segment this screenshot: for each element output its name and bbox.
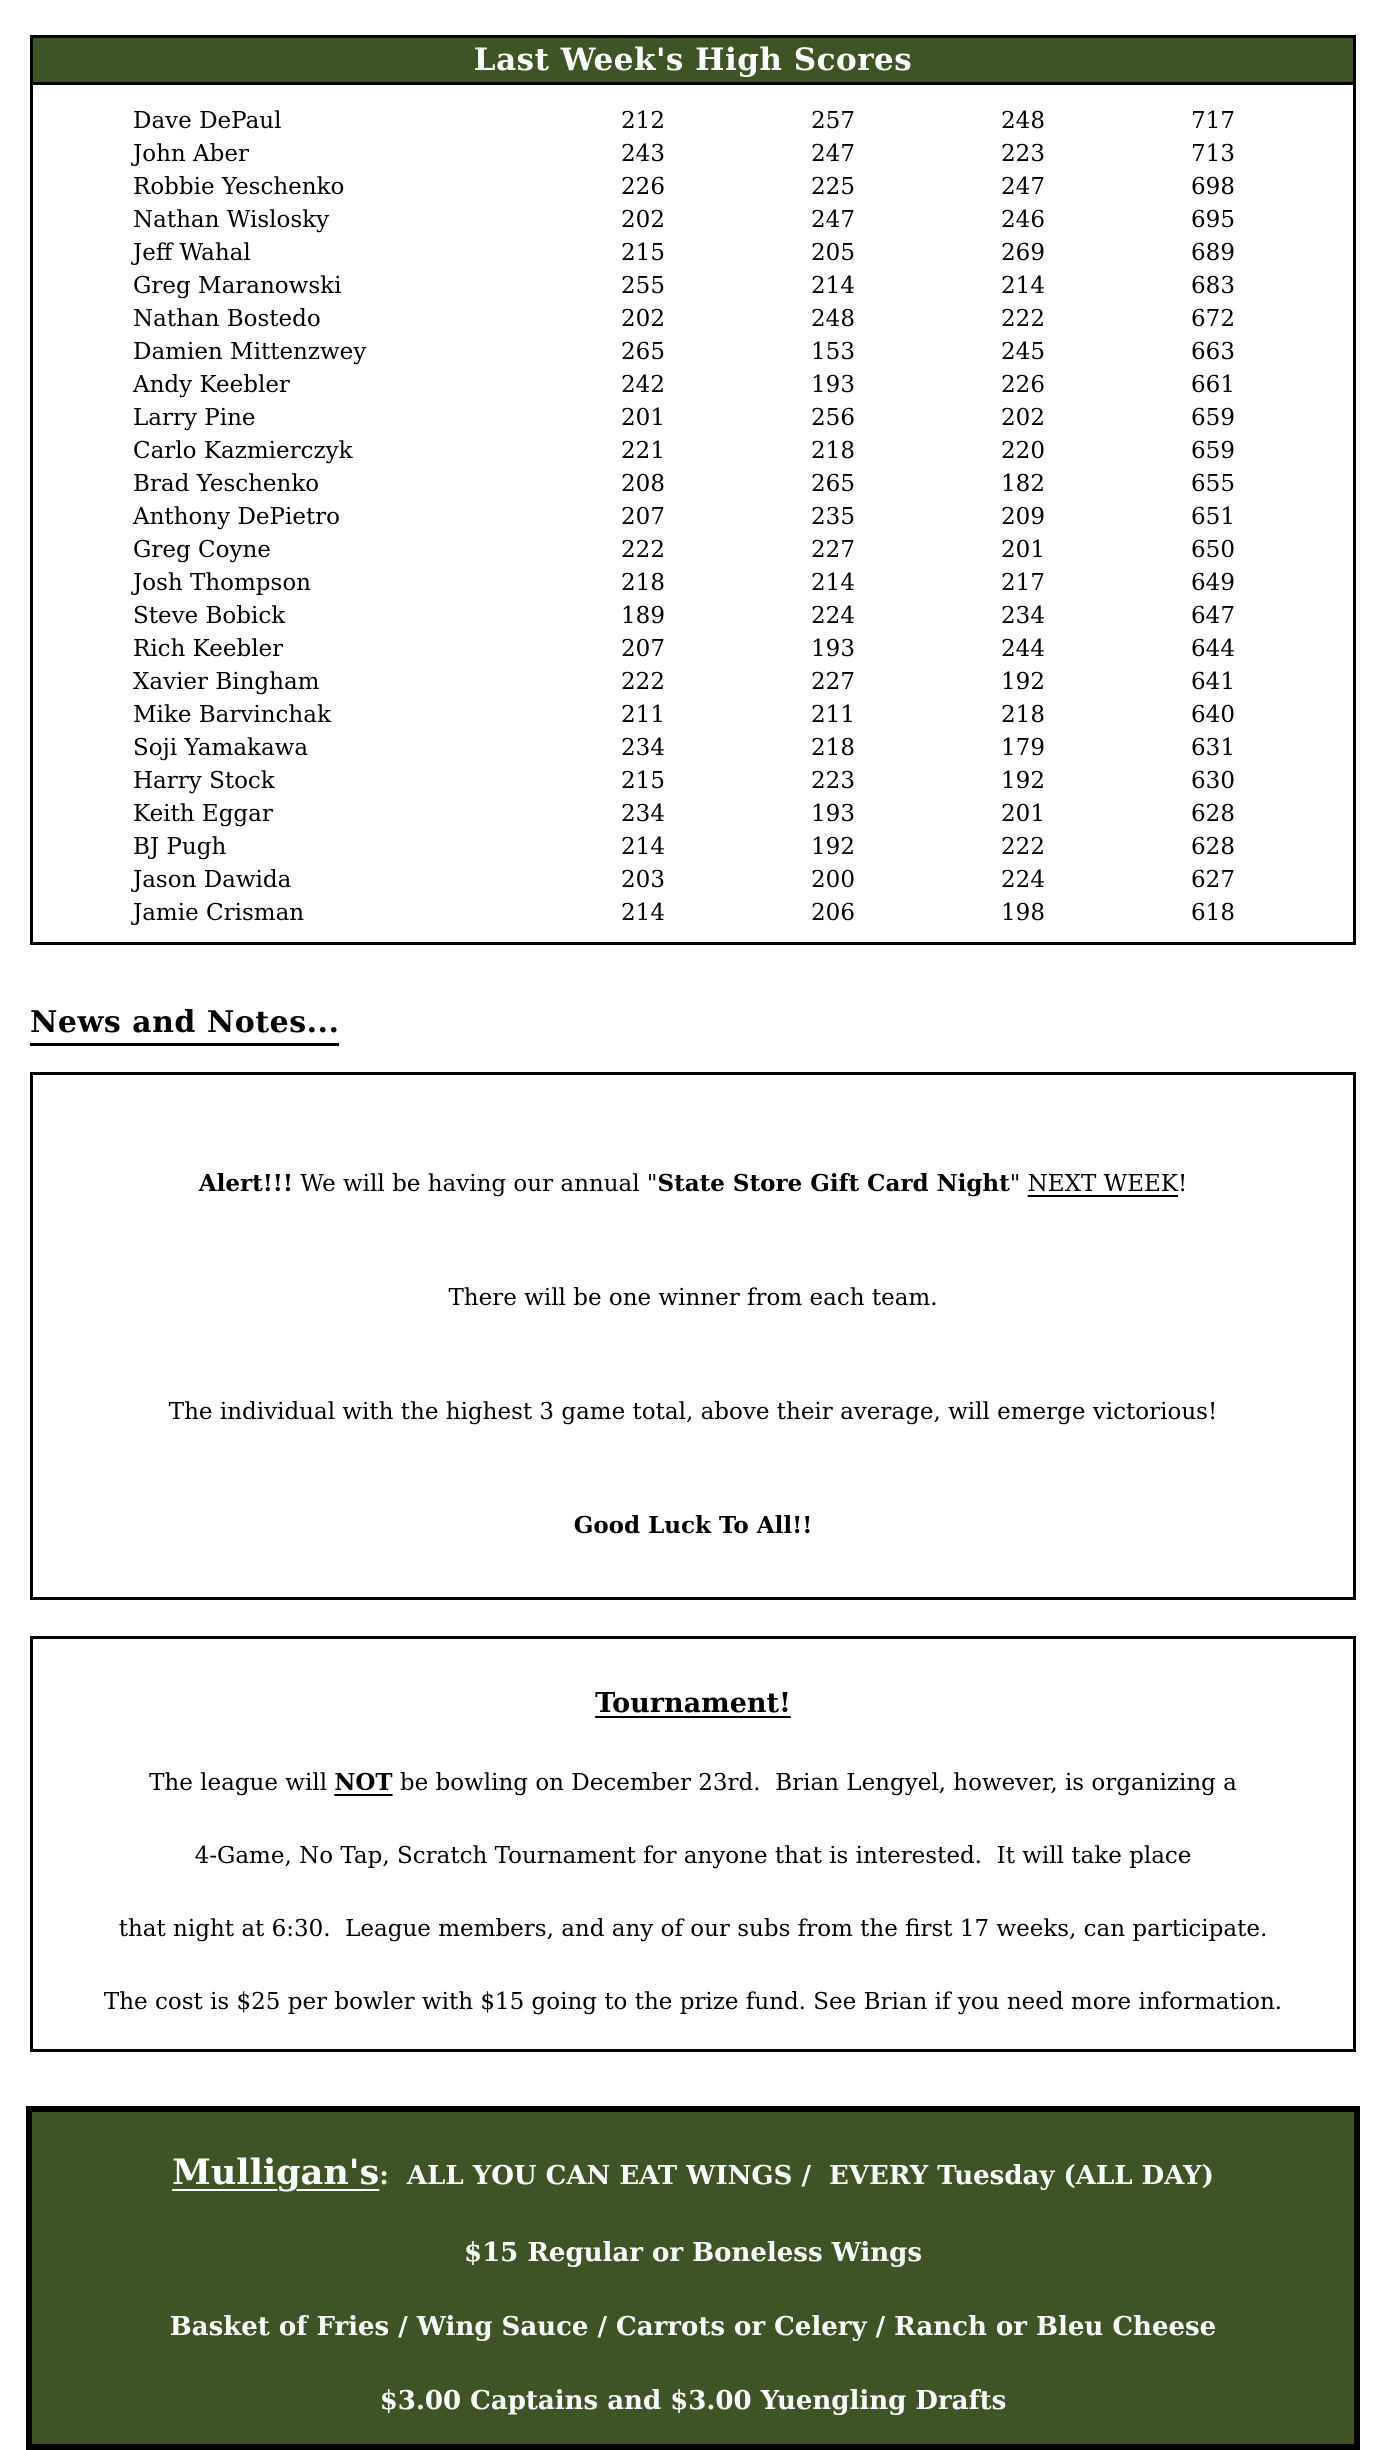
game2-score: 235 <box>811 504 855 530</box>
series-total: 650 <box>1191 537 1235 563</box>
player-name: Brad Yeschenko <box>133 471 320 497</box>
game2-score: 224 <box>811 603 855 629</box>
series-total: 649 <box>1191 570 1235 596</box>
game1-score: 189 <box>621 603 665 629</box>
score-row <box>133 171 1308 204</box>
series-total: 640 <box>1191 702 1235 728</box>
game3-score: 192 <box>1001 669 1045 695</box>
game2-score: 214 <box>811 570 855 596</box>
score-row <box>133 666 1308 699</box>
score-row <box>133 798 1308 831</box>
score-row <box>133 534 1308 567</box>
event-name: State Store Gift Card Night <box>657 1170 1010 1197</box>
game1-score: 201 <box>621 405 665 431</box>
player-name: Soji Yamakawa <box>133 735 309 761</box>
game1-score: 207 <box>621 504 665 530</box>
player-name: Greg Coyne <box>133 537 271 563</box>
tournament-line-1 <box>53 1765 1333 1801</box>
player-name: Steve Bobick <box>133 603 286 629</box>
news-and-notes-heading: News and Notes... <box>30 1005 339 1046</box>
tournament-line-1-pre: The league will <box>149 1770 335 1796</box>
game1-score: 212 <box>621 108 665 134</box>
alert-line-2: There will be one winner from each team. <box>448 1285 938 1311</box>
game3-score: 220 <box>1001 438 1045 464</box>
score-row <box>133 699 1308 732</box>
game1-score: 234 <box>621 801 665 827</box>
series-total: 663 <box>1191 339 1235 365</box>
game2-score: 265 <box>811 471 855 497</box>
game3-score: 269 <box>1001 240 1045 266</box>
game3-score: 179 <box>1001 735 1045 761</box>
game2-score: 247 <box>811 141 855 167</box>
game2-score: 223 <box>811 768 855 794</box>
series-total: 695 <box>1191 207 1235 233</box>
player-name: Robbie Yeschenko <box>133 174 345 200</box>
game2-score: 248 <box>811 306 855 332</box>
score-row <box>133 732 1308 765</box>
game3-score: 222 <box>1001 306 1045 332</box>
game1-score: 242 <box>621 372 665 398</box>
game2-score: 192 <box>811 834 855 860</box>
game2-score: 193 <box>811 636 855 662</box>
game1-score: 207 <box>621 636 665 662</box>
player-name: Larry Pine <box>133 405 256 431</box>
alert-line-1 <box>53 1165 1333 1203</box>
score-row <box>133 237 1308 270</box>
promo-line-1 <box>42 2152 1344 2197</box>
player-name: Greg Maranowski <box>133 273 342 299</box>
score-row <box>133 765 1308 798</box>
score-row <box>133 303 1308 336</box>
score-row <box>133 402 1308 435</box>
score-row <box>133 105 1308 138</box>
game1-score: 255 <box>621 273 665 299</box>
game3-score: 202 <box>1001 405 1045 431</box>
series-total: 713 <box>1191 141 1235 167</box>
game2-score: 257 <box>811 108 855 134</box>
player-name: Andy Keebler <box>133 372 290 398</box>
game3-score: 209 <box>1001 504 1045 530</box>
game3-score: 217 <box>1001 570 1045 596</box>
series-total: 628 <box>1191 801 1235 827</box>
promo-line-2: $15 Regular or Boneless Wings <box>464 2238 922 2268</box>
series-total: 618 <box>1191 900 1235 926</box>
player-name: Dave DePaul <box>133 108 282 134</box>
not-word: NOT <box>334 1769 393 1796</box>
tournament-title-text: Tournament! <box>595 1688 791 1719</box>
game3-score: 218 <box>1001 702 1045 728</box>
game2-score: 193 <box>811 372 855 398</box>
game3-score: 201 <box>1001 801 1045 827</box>
game2-score: 214 <box>811 273 855 299</box>
player-name: Damien Mittenzwey <box>133 339 367 365</box>
score-row <box>133 600 1308 633</box>
game3-score: 234 <box>1001 603 1045 629</box>
game1-score: 222 <box>621 669 665 695</box>
game2-score: 193 <box>811 801 855 827</box>
series-total: 698 <box>1191 174 1235 200</box>
alert-exclamation: ! <box>1178 1171 1188 1197</box>
mulligans-brand: Mulligan's <box>172 2152 380 2193</box>
score-row <box>133 270 1308 303</box>
score-row <box>133 138 1308 171</box>
game3-score: 244 <box>1001 636 1045 662</box>
series-total: 627 <box>1191 867 1235 893</box>
score-row <box>133 633 1308 666</box>
game2-score: 206 <box>811 900 855 926</box>
game1-score: 211 <box>621 702 665 728</box>
player-name: Jason Dawida <box>133 867 292 893</box>
player-name: Keith Eggar <box>133 801 273 827</box>
player-name: Jeff Wahal <box>133 240 251 266</box>
game1-score: 221 <box>621 438 665 464</box>
game1-score: 265 <box>621 339 665 365</box>
next-week-text: NEXT WEEK <box>1027 1171 1178 1197</box>
game2-score: 211 <box>811 702 855 728</box>
series-total: 672 <box>1191 306 1235 332</box>
game3-score: 214 <box>1001 273 1045 299</box>
game2-score: 153 <box>811 339 855 365</box>
series-total: 644 <box>1191 636 1235 662</box>
series-total: 659 <box>1191 405 1235 431</box>
player-name: Carlo Kazmierczyk <box>133 438 353 464</box>
player-name: Rich Keebler <box>133 636 284 662</box>
high-scores-table <box>30 35 1356 945</box>
game2-score: 256 <box>811 405 855 431</box>
series-total: 641 <box>1191 669 1235 695</box>
series-total: 661 <box>1191 372 1235 398</box>
game2-score: 247 <box>811 207 855 233</box>
gift-card-night-alert <box>30 1072 1356 1600</box>
tournament-line-2: 4-Game, No Tap, Scratch Tournament for anyone that is interested. It will take place <box>194 1843 1192 1869</box>
game3-score: 247 <box>1001 174 1045 200</box>
tournament-announcement <box>30 1636 1356 2052</box>
score-row <box>133 831 1308 864</box>
score-row <box>133 369 1308 402</box>
game3-score: 192 <box>1001 768 1045 794</box>
game3-score: 223 <box>1001 141 1045 167</box>
high-scores-rows <box>33 85 1353 942</box>
game1-score: 214 <box>621 834 665 860</box>
score-row <box>133 897 1308 930</box>
promo-line-4: $3.00 Captains and $3.00 Yuengling Drafts <box>379 2386 1007 2416</box>
game3-score: 222 <box>1001 834 1045 860</box>
promo-colon: : <box>379 2161 389 2191</box>
series-total: 631 <box>1191 735 1235 761</box>
tournament-line-3: that night at 6:30. League members, and any of our subs from the first 17 weeks, can participate. <box>118 1916 1268 1942</box>
game2-score: 227 <box>811 669 855 695</box>
series-total: 647 <box>1191 603 1235 629</box>
series-total: 717 <box>1191 108 1235 134</box>
game2-score: 225 <box>811 174 855 200</box>
player-name: Josh Thompson <box>133 570 311 596</box>
mulligans-promo-banner <box>26 2106 1360 2450</box>
player-name: Nathan Wislosky <box>133 207 330 233</box>
alert-line-1-text-2: " <box>1009 1171 1028 1197</box>
series-total: 628 <box>1191 834 1235 860</box>
score-row <box>133 435 1308 468</box>
game1-score: 218 <box>621 570 665 596</box>
game3-score: 246 <box>1001 207 1045 233</box>
series-total: 683 <box>1191 273 1235 299</box>
game1-score: 203 <box>621 867 665 893</box>
player-name: Jamie Crisman <box>133 900 305 926</box>
high-scores-title: Last Week's High Scores <box>33 38 1353 85</box>
player-name: Mike Barvinchak <box>133 702 331 728</box>
good-luck-line: Good Luck To All!! <box>573 1512 813 1539</box>
game1-score: 214 <box>621 900 665 926</box>
game3-score: 182 <box>1001 471 1045 497</box>
score-row <box>133 468 1308 501</box>
player-name: John Aber <box>133 141 249 167</box>
score-row <box>133 567 1308 600</box>
game3-score: 248 <box>1001 108 1045 134</box>
player-name: BJ Pugh <box>133 834 227 860</box>
game3-score: 201 <box>1001 537 1045 563</box>
series-total: 655 <box>1191 471 1235 497</box>
alert-line-3: The individual with the highest 3 game total, above their average, will emerge victorious! <box>168 1399 1218 1425</box>
player-name: Harry Stock <box>133 768 275 794</box>
promo-line-3: Basket of Fries / Wing Sauce / Carrots or Celery / Ranch or Bleu Cheese <box>169 2312 1217 2342</box>
game2-score: 200 <box>811 867 855 893</box>
game3-score: 245 <box>1001 339 1045 365</box>
promo-line-1-text: ALL YOU CAN EAT WINGS / EVERY Tuesday (ALL DAY) <box>388 2161 1214 2191</box>
game1-score: 208 <box>621 471 665 497</box>
series-total: 651 <box>1191 504 1235 530</box>
game2-score: 218 <box>811 735 855 761</box>
alert-word: Alert!!! <box>198 1170 293 1197</box>
player-name: Xavier Bingham <box>133 669 320 695</box>
game3-score: 226 <box>1001 372 1045 398</box>
score-row <box>133 864 1308 897</box>
game3-score: 198 <box>1001 900 1045 926</box>
score-row <box>133 336 1308 369</box>
game1-score: 202 <box>621 207 665 233</box>
game2-score: 227 <box>811 537 855 563</box>
series-total: 659 <box>1191 438 1235 464</box>
game1-score: 215 <box>621 240 665 266</box>
series-total: 630 <box>1191 768 1235 794</box>
game3-score: 224 <box>1001 867 1045 893</box>
game1-score: 202 <box>621 306 665 332</box>
game1-score: 215 <box>621 768 665 794</box>
game1-score: 222 <box>621 537 665 563</box>
game1-score: 243 <box>621 141 665 167</box>
game2-score: 218 <box>811 438 855 464</box>
player-name: Anthony DePietro <box>133 504 341 530</box>
game1-score: 234 <box>621 735 665 761</box>
player-name: Nathan Bostedo <box>133 306 321 332</box>
game1-score: 226 <box>621 174 665 200</box>
game2-score: 205 <box>811 240 855 266</box>
score-row <box>133 204 1308 237</box>
alert-line-1-text: We will be having our annual " <box>293 1171 658 1197</box>
tournament-line-4: The cost is $25 per bowler with $15 going to the prize fund. See Brian if you need more information. <box>103 1989 1283 2015</box>
tournament-title <box>53 1681 1333 1727</box>
series-total: 689 <box>1191 240 1235 266</box>
score-row <box>133 501 1308 534</box>
tournament-line-1-post: be bowling on December 23rd. Brian Lengyel, however, is organizing a <box>392 1770 1237 1796</box>
